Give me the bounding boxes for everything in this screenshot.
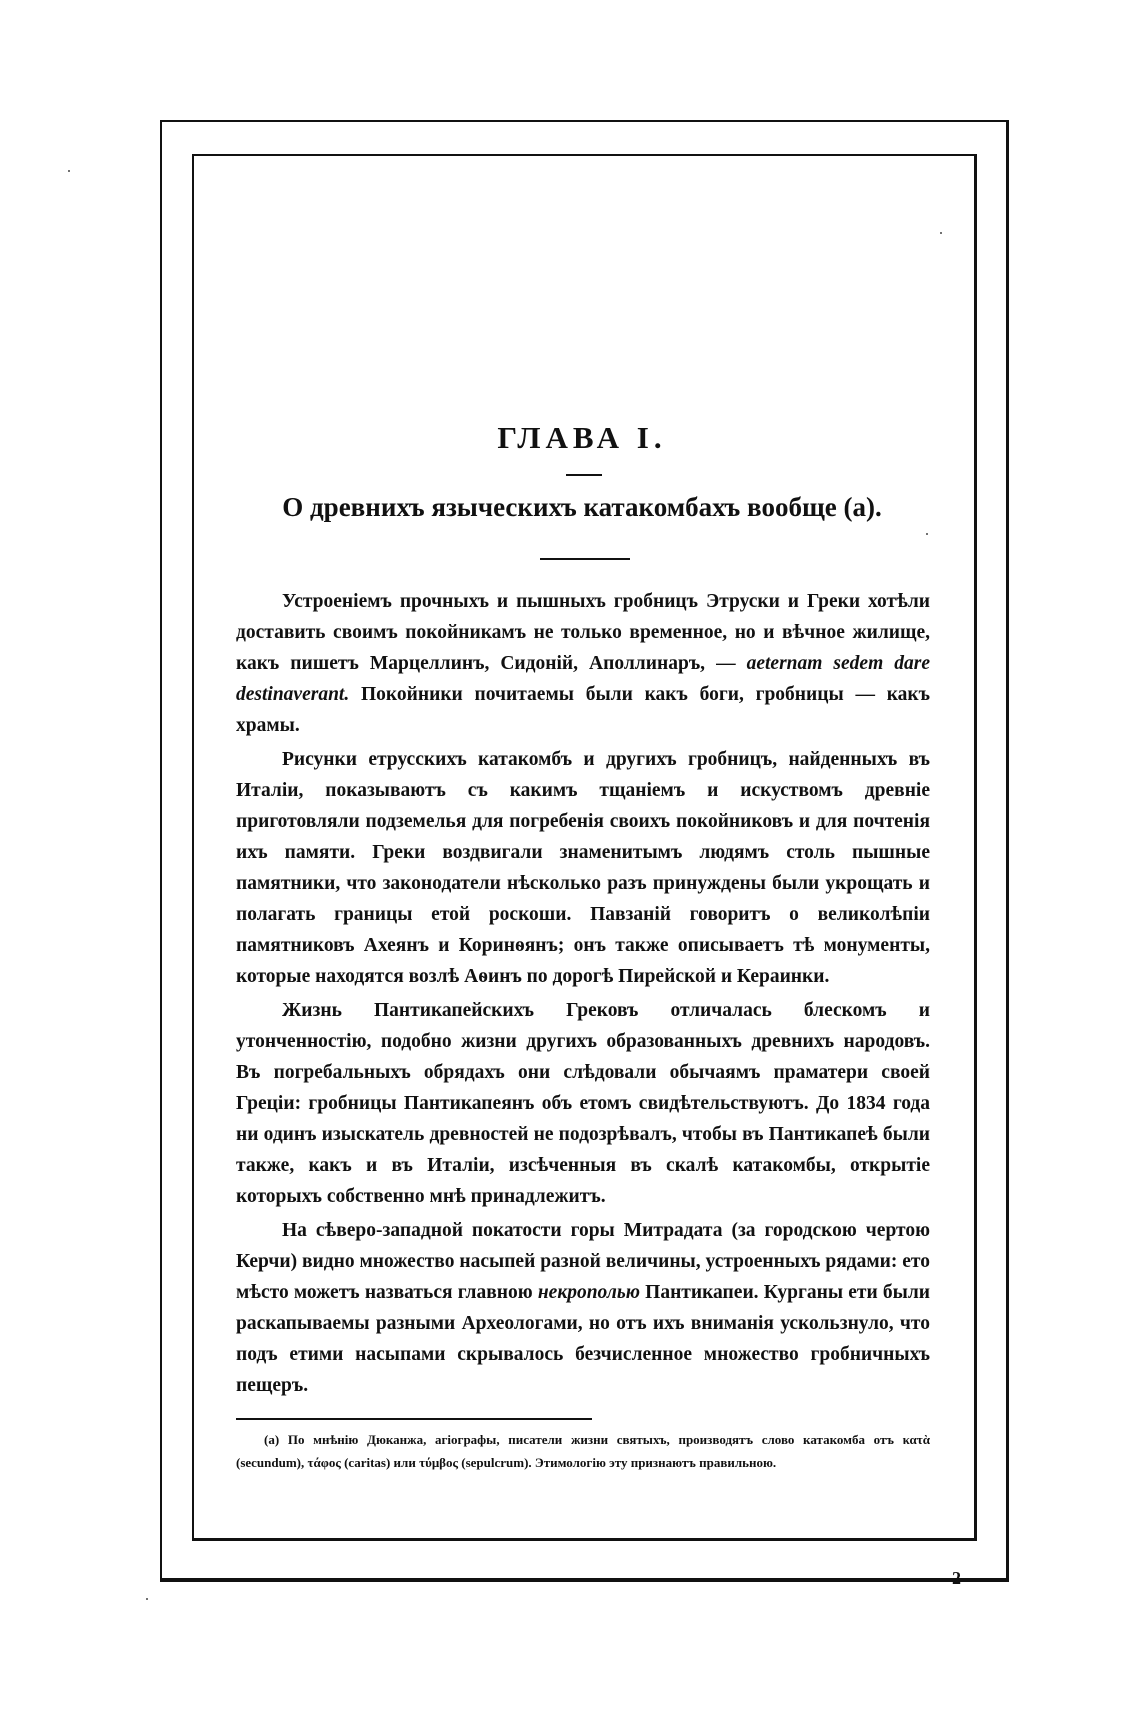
italic-term: некрополью bbox=[537, 1282, 640, 1303]
paragraph-text: Покойники почитаемы были какъ боги, гробницы — какъ храмы. bbox=[236, 684, 930, 736]
latin-quote: aeternam sedem dare destinaverant. bbox=[236, 653, 931, 705]
paragraph-text: Жизнь Пантикапейскихъ Грековъ отличалась блескомъ и утонченностію, подобно жизни другихъ образованныхъ древнихъ народовъ. Въ погребальныхъ обрядахъ они слѣдовали обычаямъ праматери своей Греціи: гробницы Пантикапеянъ объ етомъ свидѣтельствуютъ. До 1834 года ни одинъ изыскатель древностей не подозрѣвалъ, чтобы въ Пантикапеѣ были также, какъ и въ Италіи, изсѣченныя въ скалѣ катакомбы, открытіе которыхъ собственно мнѣ принадлежитъ. bbox=[236, 1000, 930, 1207]
paragraph-4 bbox=[236, 1215, 930, 1401]
paragraph-3 bbox=[236, 995, 930, 1212]
scan-speck bbox=[926, 533, 928, 535]
scan-speck bbox=[68, 170, 70, 172]
paragraph-text: Рисунки етрусскихъ катакомбъ и другихъ гробницъ, найденныхъ въ Италіи, показываютъ съ какимъ тщаніемъ и искуствомъ древніе приготовляли подземелья для погребенія своихъ покойниковъ и для почтенія ихъ памяти. Греки воздвигали знаменитымъ людямъ столь пышные памятники, что законодатели нѣсколько разъ принуждены были укрощать и полагать границы етой роскоши. Павзаній говоритъ о великолѣпіи памятниковъ Ахеянъ и Коринѳянъ; онъ также описываетъ тѣ монументы, которые находятся возлѣ Аѳинъ по дорогѣ Пирейской и Кераинки. bbox=[236, 749, 930, 987]
scan-speck bbox=[146, 1598, 148, 1600]
paragraph-text: Устроеніемъ прочныхъ и пышныхъ гробницъ Этруски и Греки хотѣли доставить своимъ покойникамъ не только временное, но и вѣчное жилище, какъ пишетъ Марцеллинъ, Сидоній, Аполлинаръ, — bbox=[236, 591, 930, 674]
paragraph-2 bbox=[236, 744, 930, 992]
paragraph-text: Пантикапеи. Курганы ети были раскапываемы разными Археологами, но отъ ихъ вниманія ускользнуло, что подъ етими насыпами скрывалось безчисленное множество гробничныхъ пещеръ. bbox=[236, 1282, 930, 1396]
paragraph-1 bbox=[236, 586, 930, 741]
title-divider bbox=[566, 474, 602, 476]
page-number: 2 bbox=[952, 1568, 961, 1588]
paragraph-text: На сѣверо-западной покатости горы Митрадата (за городскою чертою Керчи) видно множество насыпей разной величины, устроенныхъ рядами: ето мѣсто можетъ назваться главною bbox=[236, 1220, 930, 1303]
footnote-divider bbox=[236, 1418, 592, 1420]
footnote: (а) По мнѣнію Дюканжа, агіографы, писатели жизни святыхъ, производятъ слово катакомба отъ κατὰ (secundum), τάφος (caritas) или τύμβος (sepulcrum). Этимологію эту признаютъ правильною. bbox=[236, 1432, 930, 1470]
body-text bbox=[236, 586, 930, 1404]
scan-speck bbox=[940, 232, 942, 234]
subtitle-divider bbox=[540, 558, 630, 560]
chapter-title: ГЛАВА I. bbox=[497, 420, 667, 455]
chapter-subtitle: О древнихъ языческихъ катакомбахъ вообще (а). bbox=[282, 492, 882, 522]
